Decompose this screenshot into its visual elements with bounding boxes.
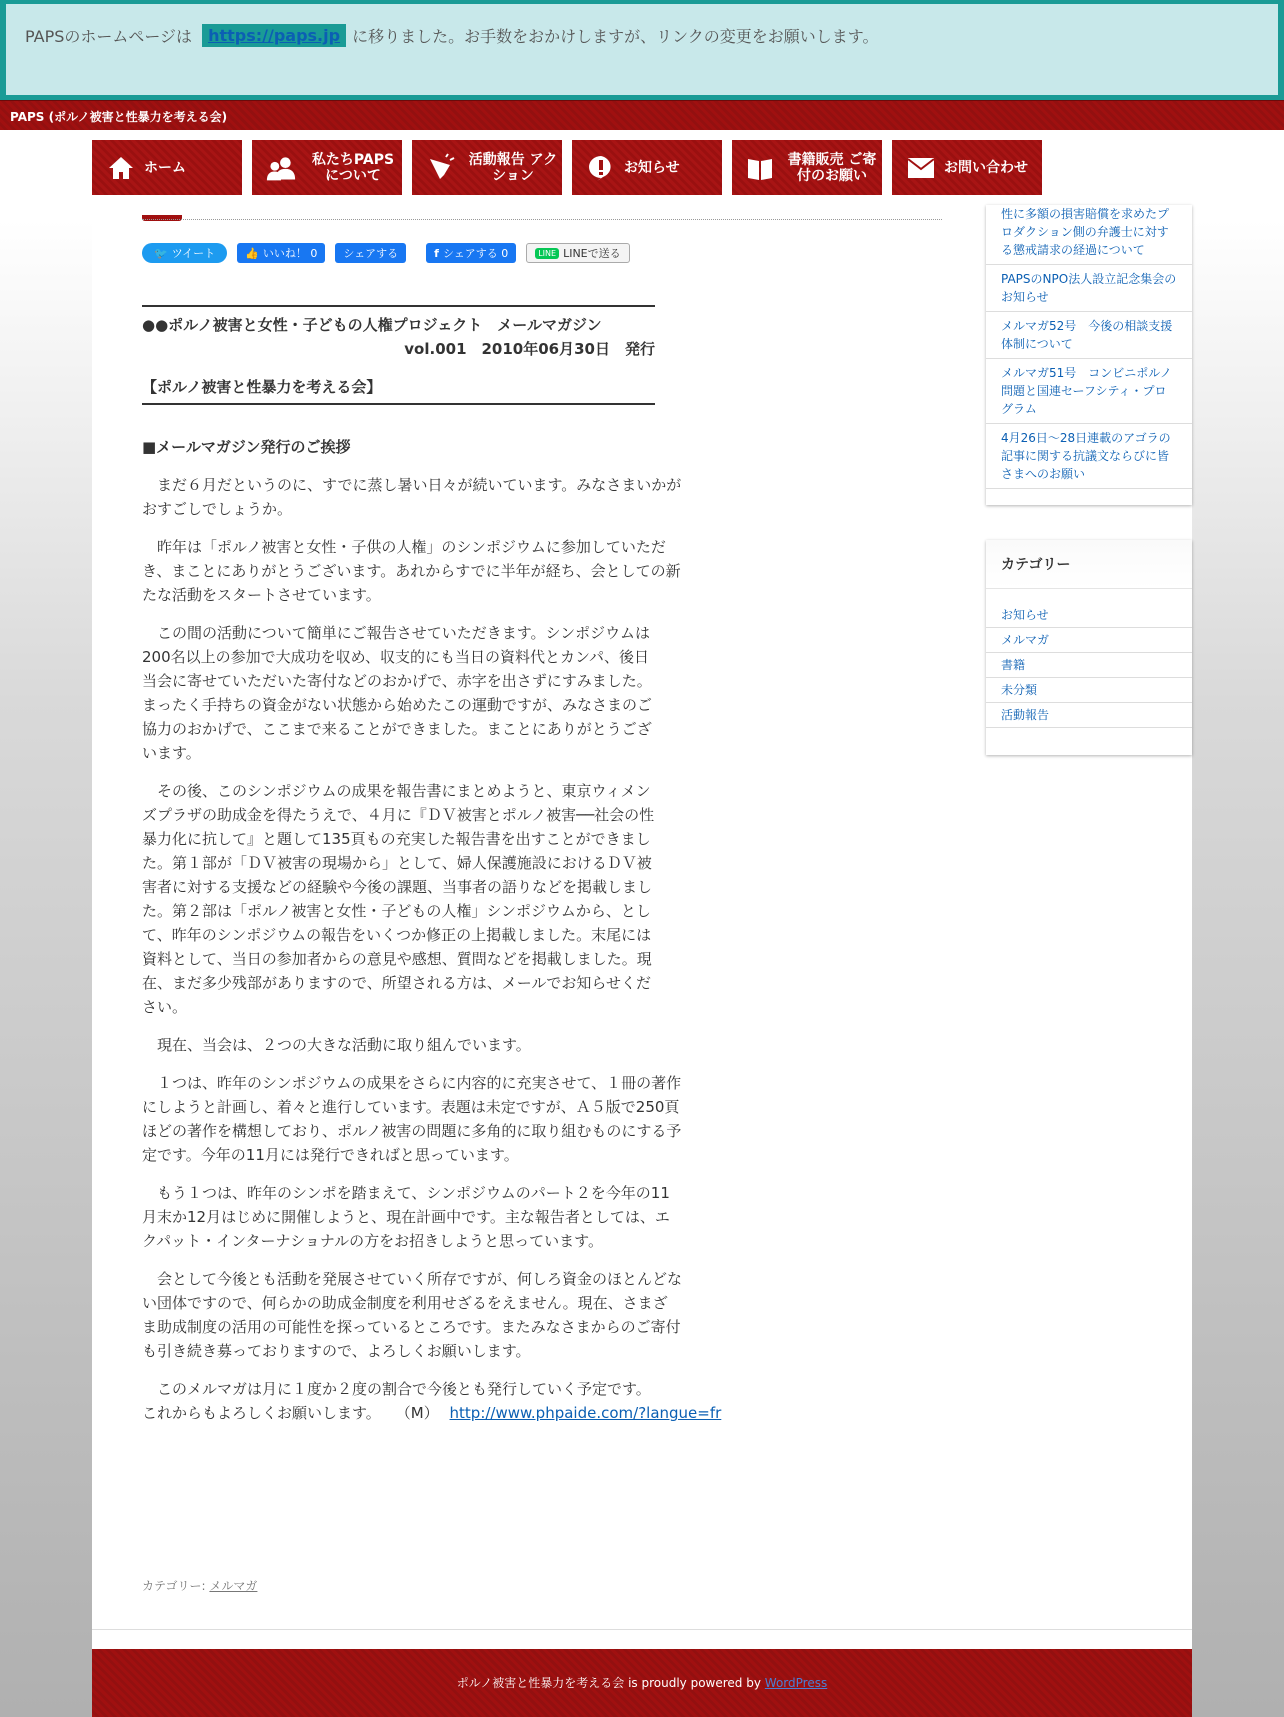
article-rule-top	[142, 305, 655, 307]
recent-post-link[interactable]: 4月26日〜28日連載のアゴラの記事に関する抗議文ならびに皆さまへのお願い	[1001, 431, 1171, 481]
footer-credit: ポルノ被害と性暴力を考える会 is proudly powered by	[456, 1676, 761, 1690]
megaphone-icon	[426, 153, 456, 183]
sidebar-categories	[986, 540, 1192, 755]
exclamation-icon	[586, 153, 616, 183]
line-send-button[interactable]	[526, 243, 629, 263]
recent-post-link[interactable]: PAPSのNPO法人設立記念集会のお知らせ	[1001, 272, 1177, 304]
tweet-button[interactable]	[142, 243, 227, 263]
recent-post-link[interactable]: メルマガ52号 今後の相談支援体制について	[1001, 319, 1173, 351]
nav-contact-button[interactable]	[892, 140, 1042, 195]
nav-about-label: 私たちPAPS について	[311, 151, 395, 184]
categories-title: カテゴリー	[986, 540, 1192, 589]
paragraph-9-line-2: これからもよろしくお願いします。 （M）	[142, 1404, 439, 1422]
twitter-bird-icon: 🐦	[154, 246, 168, 260]
like-button[interactable]	[237, 243, 325, 263]
article-rule-bottom	[142, 403, 655, 405]
nav-news-label: お知らせ	[624, 159, 680, 176]
main-nav	[92, 140, 1042, 195]
notice-suffix: に移りました。お手数をおかけしますが、リンクの変更をお願いします。	[352, 27, 879, 46]
category-item	[986, 703, 1192, 728]
like-label: いいね！ 0	[262, 247, 318, 260]
category-link-activity[interactable]: 活動報告	[1001, 708, 1050, 722]
category-item	[986, 678, 1192, 703]
footer-text	[92, 1674, 1192, 1691]
nav-home-button[interactable]	[92, 140, 242, 195]
tweet-label: ツイート	[171, 247, 216, 260]
recent-post-link[interactable]: 性に多額の損害賠償を求めたプロダクション側の弁護士に対する懲戒請求の経過について	[1001, 207, 1170, 257]
nav-news-button[interactable]	[572, 140, 722, 195]
newsletter-volume: vol.001 2010年06月30日 発行	[404, 340, 655, 358]
external-link[interactable]: http://www.phpaide.com/?langue=fr	[449, 1404, 722, 1422]
recent-post-item	[986, 424, 1192, 489]
line-icon: LINE	[535, 248, 559, 259]
category-link-books[interactable]: 書籍	[1001, 658, 1026, 672]
notice-link[interactable]: https://paps.jp	[202, 24, 346, 47]
category-item	[986, 653, 1192, 678]
recent-post-link[interactable]: メルマガ51号 コンビニポルノ問題と国連セーフシティ・プログラム	[1001, 366, 1172, 416]
paragraph-2: 昨年は「ポルノ被害と女性・子供の人権」のシンポジウムに参加していただき、まことにありがとうございます。あれからすでに半年が経ち、会としての新たな活動をスタートさせています。	[142, 538, 681, 604]
category-link[interactable]: メルマガ	[209, 1579, 258, 1593]
site-footer	[92, 1649, 1192, 1717]
category-link-mailmag[interactable]: メルマガ	[1001, 633, 1050, 647]
fb-share-button[interactable]	[426, 243, 516, 263]
sidebar-recent-posts	[986, 205, 1192, 505]
line-label: LINEで送る	[563, 247, 621, 260]
notice-prefix: PAPSのホームページは	[25, 27, 193, 46]
article-body	[142, 305, 722, 1425]
paragraph-9	[142, 1377, 762, 1425]
title-accent	[142, 215, 182, 221]
category-link-uncategorized[interactable]: 未分類	[1001, 683, 1038, 697]
recent-post-item	[986, 265, 1192, 312]
nav-activity-label: 活動報告 アクション	[468, 151, 558, 184]
recent-post-item	[986, 205, 1192, 265]
category-item	[986, 628, 1192, 653]
recent-post-item	[986, 312, 1192, 359]
paragraph-8: 会として今後とも活動を発展させていく所存ですが、何しろ資金のほとんどない団体ですので、何らかの助成金制度を利用せざるをえません。現在、さまざま助成制度の活用の可能性を探っているところです。またみなさまからのご寄付も引き続き募っておりますので、よろしくお願いします。	[142, 1270, 683, 1360]
paragraph-4: その後、このシンポジウムの成果を報告書にまとめようと、東京ウィメンズプラザの助成金を得たうえで、４月に『ＤＶ被害とポルノ被害──社会の性暴力化に抗して』と題して135頁もの充実した報告書を出すことができました。第１部が「ＤＶ被害の現場から」として、婦人保護施設におけるＤＶ被害者に対する支援などの経験や今後の課題、当事者の語りなどを掲載しました。第２部は「ポルノ被害と女性・子どもの人権」シンポジウムから、として、昨年のシンポジウムの報告をいくつか修正の上掲載しました。末尾には資料として、当日の参加者からの意見や感想、質問などを掲載しました。現在、まだ多少残部がありますので、所望される方は、メールでお知らせください。	[142, 782, 655, 1016]
fb-share-label: シェアする 0	[442, 247, 509, 260]
paragraph-6: １つは、昨年のシンポジウムの成果をさらに内容的に充実させて、１冊の著作にしようと計画し、着々と進行しています。表題は未定ですが、Ａ５版で250頁ほどの著作を構想しており、ポルノ被害の問題に多角的に取り組むものにする予定です。今年の11月には発行できればと思っています。	[142, 1074, 682, 1164]
people-icon	[266, 153, 296, 183]
recent-post-item	[986, 359, 1192, 424]
greeting-heading: ■メールマガジン発行のご挨拶	[142, 438, 351, 456]
thumbs-up-icon: 👍	[245, 246, 259, 260]
nav-about-button[interactable]	[252, 140, 402, 195]
paragraph-1: まだ６月だというのに、すでに蒸し暑い日々が続いています。みなさまいかがおすごしでしょうか。	[142, 476, 682, 518]
mail-icon	[906, 153, 936, 183]
site-move-notice	[0, 0, 1284, 100]
organization-line: 【ポルノ被害と性暴力を考える会】	[142, 378, 382, 396]
nav-contact-label: お問い合わせ	[944, 159, 1028, 176]
post-category	[142, 1577, 257, 1594]
nav-activity-button[interactable]	[412, 140, 562, 195]
category-item	[986, 603, 1192, 628]
facebook-icon: f	[434, 246, 439, 260]
social-buttons	[142, 243, 630, 263]
category-label: カテゴリー:	[142, 1579, 206, 1593]
paragraph-3: この間の活動について簡単にご報告させていただきます。シンポジウムは200名以上の参加で大成功を収め、収支的にも当日の資料代とカンパ、後日当会に寄せていただいた寄付などのおかげで、赤字を出さずにすみました。まったく手持ちの資金がない状態から始めたこの運動ですが、みなさまのご協力のおかげで、ここまで来ることができました。まことにありがとうございます。	[142, 624, 653, 762]
nav-books-label: 書籍販売 ご寄付のお願い	[787, 151, 877, 184]
home-icon	[106, 153, 136, 183]
paragraph-5: 現在、当会は、２つの大きな活動に取り組んでいます。	[142, 1036, 531, 1054]
category-link-news[interactable]: お知らせ	[1001, 608, 1049, 622]
newsletter-title: ●●ポルノ被害と女性・子どもの人権プロジェクト メールマガジン	[142, 316, 602, 334]
nav-home-label: ホーム	[144, 159, 186, 176]
notice-text	[25, 24, 878, 47]
share-button[interactable]: シェアする	[335, 243, 406, 263]
book-icon	[746, 153, 774, 183]
nav-books-button[interactable]	[732, 140, 882, 195]
paragraph-7: もう１つは、昨年のシンポを踏まえて、シンポジウムのパート２を今年の11月末か12月はじめに開催しようと、現在計画中です。主な報告者としては、エクパット・インターナショナルの方をお招きしようと思っています。	[142, 1184, 670, 1250]
site-header	[0, 100, 1284, 130]
title-divider	[142, 219, 942, 220]
site-title[interactable]: PAPS (ポルノ被害と性暴力を考える会)	[10, 110, 228, 124]
paragraph-9-line-1: このメルマガは月に１度か２度の割合で今後とも発行していく予定です。	[142, 1380, 651, 1398]
wordpress-link[interactable]: WordPress	[764, 1676, 828, 1690]
footer-divider	[92, 1629, 1192, 1630]
